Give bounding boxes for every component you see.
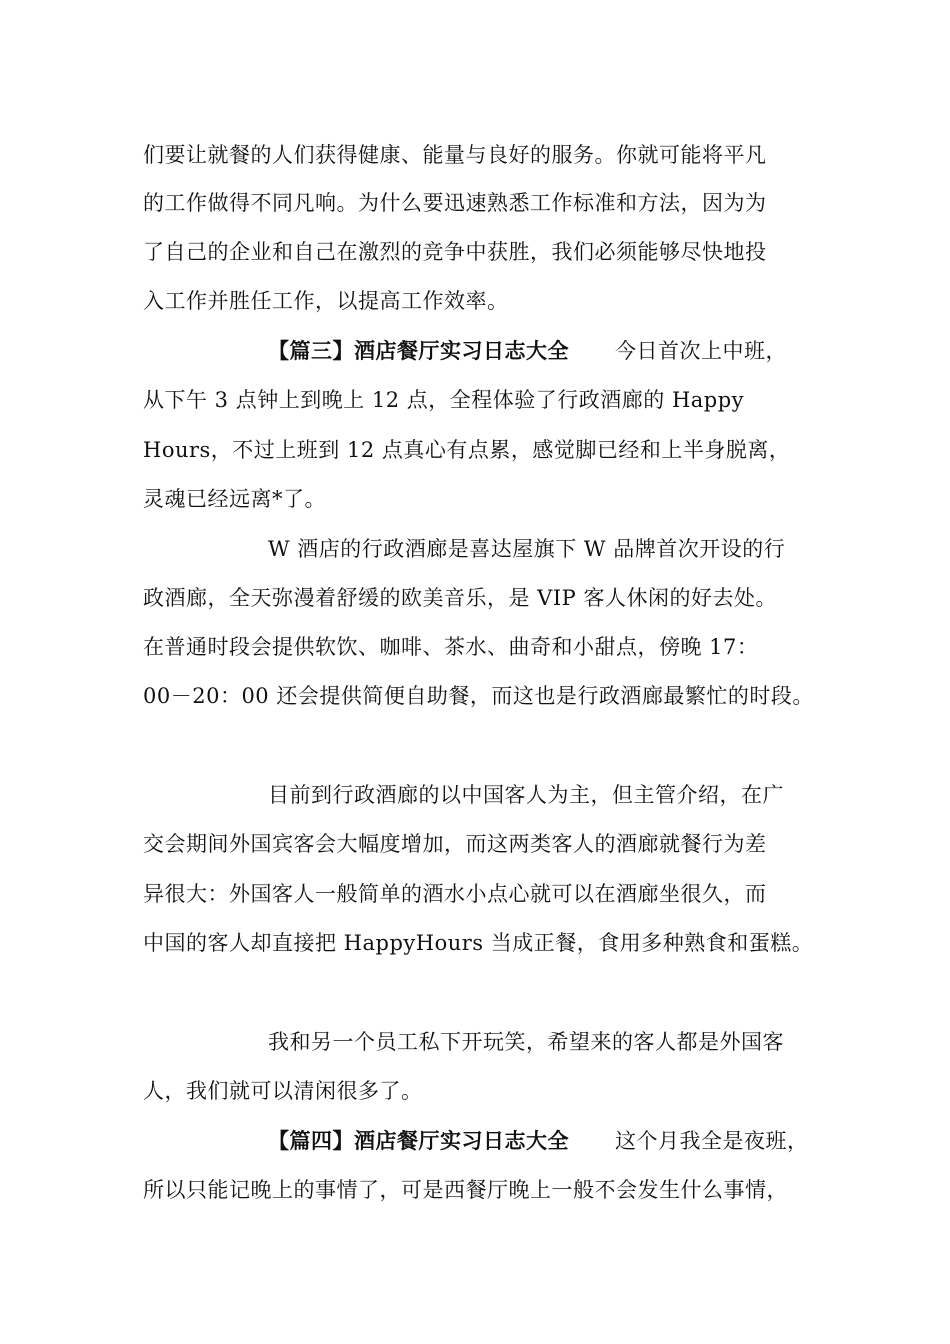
- section-heading-4-text: 这个月我全是夜班，: [615, 1129, 809, 1153]
- section-heading-4: [268, 1127, 809, 1155]
- section-heading-3-label: 【篇三】酒店餐厅实习日志大全: [268, 338, 569, 363]
- section-heading-3: [268, 337, 787, 365]
- text-line: W 酒店的行政酒廊是喜达屋旗下 W 品牌首次开设的行: [268, 537, 786, 561]
- text-line: 我和另一个员工私下开玩笑，希望来的客人都是外国客: [268, 1030, 784, 1054]
- text-line: 灵魂已经远离*了。: [143, 487, 326, 511]
- section-heading-3-text: 今日首次上中班，: [615, 339, 787, 363]
- text-line: 了自己的企业和自己在激烈的竞争中获胜，我们必须能够尽快地投: [143, 240, 767, 264]
- text-line: 政酒廊，全天弥漫着舒缓的欧美音乐，是 VIP 客人休闲的好去处。: [143, 586, 777, 610]
- text-line: 的工作做得不同凡响。为什么要迅速熟悉工作标准和方法，因为为: [143, 191, 767, 215]
- text-line: 所以只能记晚上的事情了，可是西餐厅晚上一般不会发生什么事情，: [143, 1178, 788, 1202]
- text-line: 目前到行政酒廊的以中国客人为主，但主管介绍，在广: [268, 783, 784, 807]
- text-line: 们要让就餐的人们获得健康、能量与良好的服务。你就可能将平凡: [143, 143, 767, 167]
- text-line: 入工作并胜任工作，以提高工作效率。: [143, 289, 509, 313]
- text-line: 00－20：00 还会提供简便自助餐，而这也是行政酒廊最繁忙的时段。: [143, 684, 814, 708]
- text-line: 交会期间外国宾客会大幅度增加，而这两类客人的酒廊就餐行为差: [143, 832, 767, 856]
- text-line: 人，我们就可以清闲很多了。: [143, 1079, 423, 1103]
- text-line: Hours，不过上班到 12 点真心有点累，感觉脚已经和上半身脱离，: [143, 438, 791, 462]
- section-heading-4-label: 【篇四】酒店餐厅实习日志大全: [268, 1128, 569, 1153]
- text-line: 异很大：外国客人一般简单的酒水小点心就可以在酒廊坐很久，而: [143, 882, 767, 906]
- text-line: 中国的客人却直接把 HappyHours 当成正餐，食用多种熟食和蛋糕。: [143, 931, 814, 955]
- text-line: 在普通时段会提供软饮、咖啡、茶水、曲奇和小甜点，傍晚 17：: [143, 635, 759, 659]
- text-line: 从下午 3 点钟上到晚上 12 点，全程体验了行政酒廊的 Happy: [143, 388, 745, 412]
